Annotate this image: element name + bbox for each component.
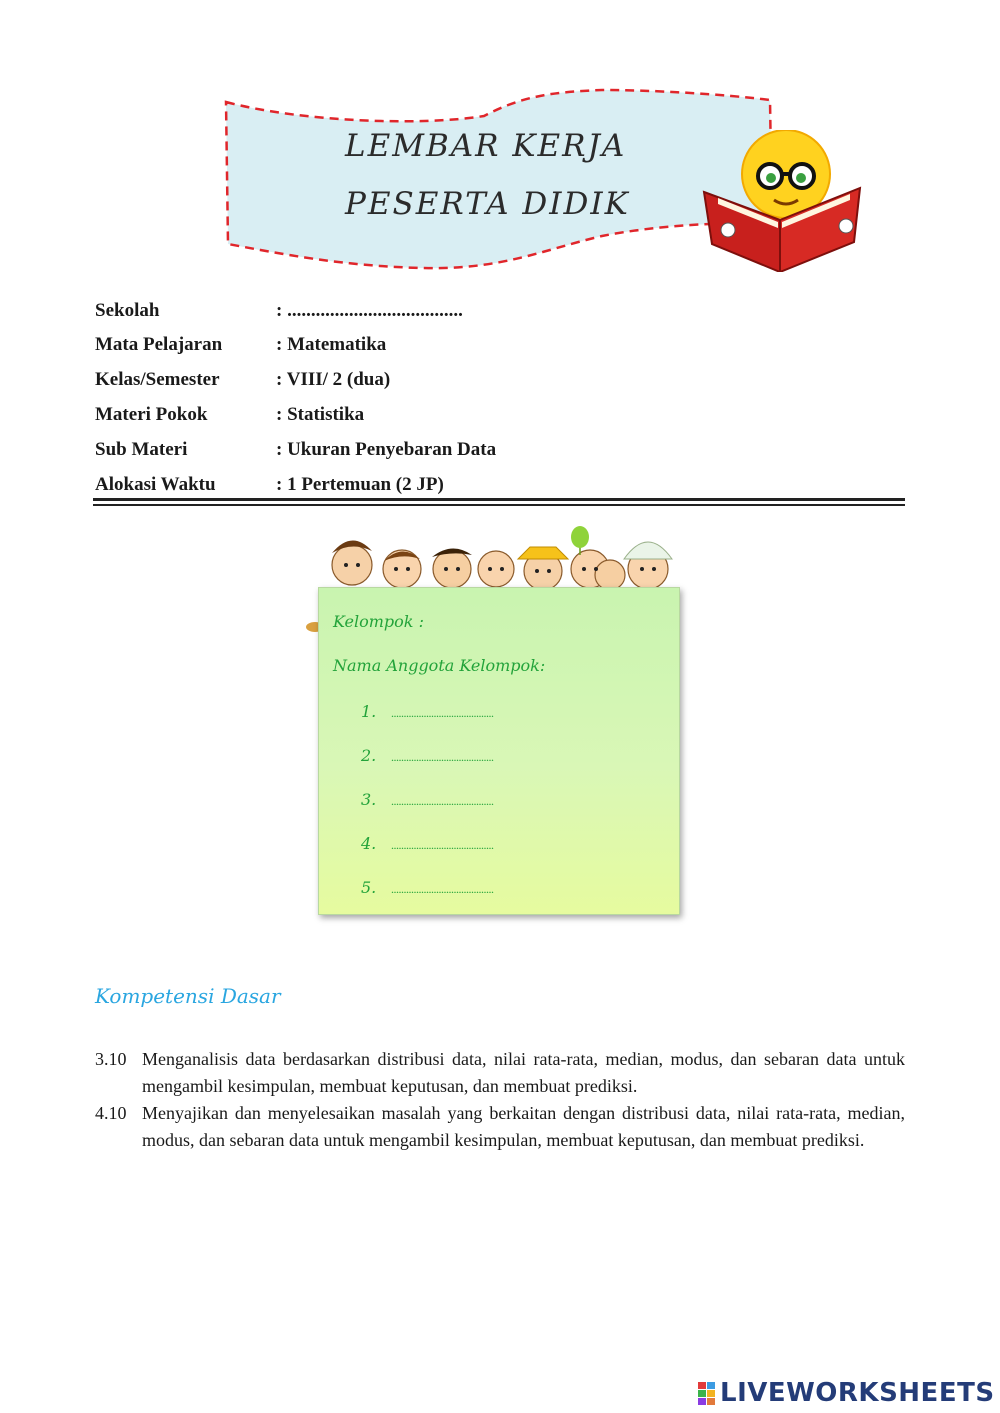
divider-thick	[93, 498, 905, 501]
cartoon-kids-icon	[318, 525, 688, 595]
kompetensi-text: Menganalisis data berdasarkan distribusi data, nilai rata-rata, median, modus, dan sebaran data untuk mengambil kesimpulan, membuat keputusan, dan membuat prediksi.	[142, 1049, 905, 1096]
member-number: 5.	[361, 878, 377, 897]
identity-value: : 1 Pertemuan (2 JP)	[276, 474, 444, 495]
reading-sun-mascot-icon	[698, 130, 868, 272]
member-name-blank[interactable]: .........................................	[391, 882, 494, 896]
identity-value: : Ukuran Penyebaran Data	[276, 439, 497, 460]
kelompok-label: Kelompok :	[333, 612, 424, 631]
identity-value: : VIII/ 2 (dua)	[276, 369, 391, 390]
identity-label: Alokasi Waktu	[95, 474, 216, 495]
kompetensi-item	[95, 1046, 905, 1100]
members-label: Nama Anggota Kelompok:	[333, 656, 546, 675]
group-card	[318, 587, 680, 915]
member-number: 2.	[361, 746, 377, 765]
identity-value: : Statistika	[276, 404, 365, 425]
identity-value: : Matematika	[276, 334, 387, 355]
liveworksheets-watermark[interactable]	[698, 1380, 994, 1408]
liveworksheets-logo-icon	[698, 1382, 716, 1406]
kompetensi-number: 4.10	[95, 1103, 127, 1123]
identity-label: Sub Materi	[95, 439, 188, 460]
identity-value: : .....................................	[276, 300, 463, 321]
worksheet-title-line1: LEMBAR KERJA	[345, 128, 627, 164]
worksheet-title-line2: PESERTA DIDIK	[345, 186, 630, 222]
member-name-blank[interactable]: .........................................	[391, 794, 494, 808]
identity-label: Sekolah	[95, 300, 160, 321]
member-name-blank[interactable]: .........................................	[391, 706, 494, 720]
kompetensi-text: Menyajikan dan menyelesaikan masalah yang berkaitan dengan distribusi data, nilai rata-rata, median, modus, dan sebaran data untuk mengambil kesimpulan, membuat keputusan, dan membuat prediksi.	[142, 1103, 905, 1150]
member-name-blank[interactable]: .........................................	[391, 750, 494, 764]
watermark-text: LIVEWORKSHEETS	[720, 1378, 995, 1408]
member-number: 4.	[361, 834, 377, 853]
member-name-blank[interactable]: .........................................	[391, 838, 494, 852]
identity-label: Mata Pelajaran	[95, 334, 223, 355]
kompetensi-item	[95, 1100, 905, 1154]
member-number: 3.	[361, 790, 377, 809]
divider-thin	[93, 504, 905, 506]
member-number: 1.	[361, 702, 377, 721]
kompetensi-number: 3.10	[95, 1049, 127, 1069]
identity-label: Kelas/Semester	[95, 369, 220, 390]
identity-label: Materi Pokok	[95, 404, 208, 425]
kompetensi-heading: Kompetensi Dasar	[95, 984, 281, 1008]
